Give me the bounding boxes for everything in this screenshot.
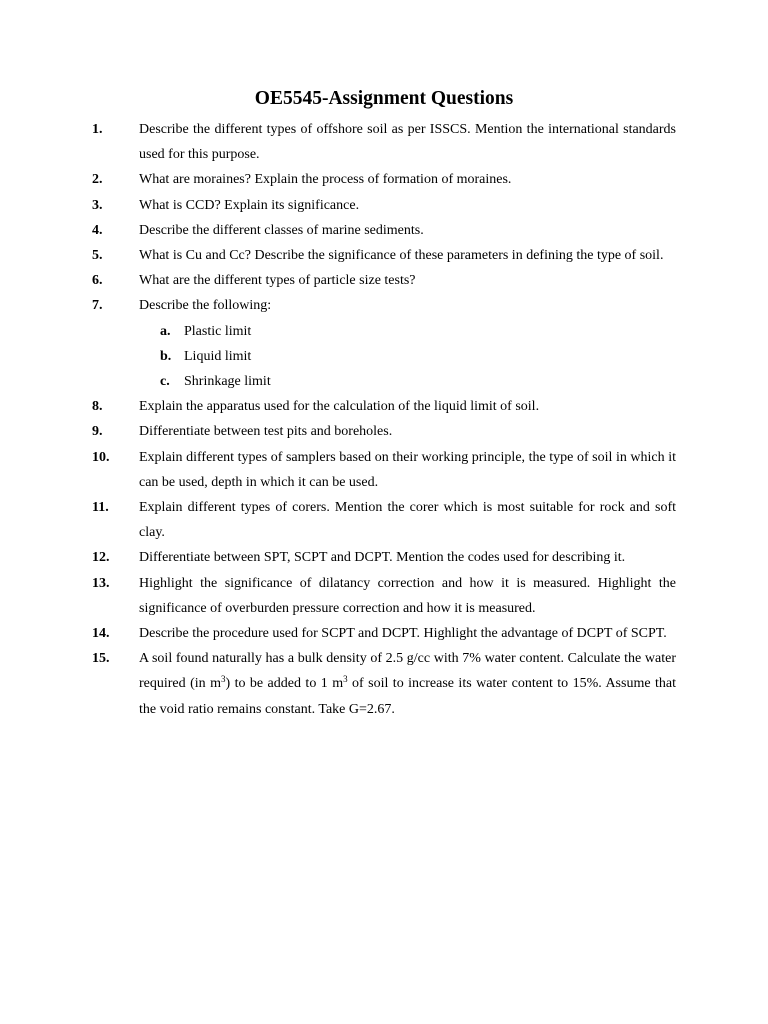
question-text: Explain the apparatus used for the calculation of the liquid limit of soil. xyxy=(139,399,540,415)
question-number: 7. xyxy=(92,298,103,314)
subitem-letter: c. xyxy=(160,374,170,390)
question-text: Differentiate between test pits and boreholes. xyxy=(139,424,393,440)
question-text: What are moraines? Explain the process of formation of moraines. xyxy=(139,172,512,188)
question-number: 3. xyxy=(92,197,103,213)
subitem-letter: b. xyxy=(160,348,172,364)
subitem-text: Shrinkage limit xyxy=(184,374,271,390)
subitem-a xyxy=(92,319,676,344)
question-7 xyxy=(92,293,676,318)
question-number: 15. xyxy=(92,651,110,667)
question-number: 5. xyxy=(92,248,103,264)
superscript: 3 xyxy=(220,674,226,685)
subitem-letter: a. xyxy=(160,323,171,339)
question-number: 10. xyxy=(92,449,110,465)
question-number: 12. xyxy=(92,550,110,566)
question-2 xyxy=(92,167,676,192)
question-12 xyxy=(92,545,676,570)
question-6 xyxy=(92,268,676,293)
question-list xyxy=(92,117,676,722)
question-1 xyxy=(92,117,676,167)
question-15 xyxy=(92,646,676,722)
subitem-text: Liquid limit xyxy=(184,348,252,364)
question-number: 13. xyxy=(92,575,110,591)
question-text: Describe the procedure used for SCPT and DCPT. Highlight the advantage of DCPT of SCPT. xyxy=(139,626,667,642)
question-text: Differentiate between SPT, SCPT and DCPT. Mention the codes used for describing it. xyxy=(139,550,626,566)
question-number: 14. xyxy=(92,626,110,642)
question-number: 4. xyxy=(92,222,103,238)
question-number: 8. xyxy=(92,399,103,415)
question-number: 1. xyxy=(92,122,103,137)
document-title: OE5545-Assignment Questions xyxy=(254,88,514,109)
question-4 xyxy=(92,218,676,243)
subitem-text: Plastic limit xyxy=(184,323,252,339)
question-text: What are the different types of particle size tests? xyxy=(139,273,416,289)
question-text xyxy=(139,646,676,722)
question-text: Describe the different classes of marine sediments. xyxy=(139,222,424,238)
superscript: 3 xyxy=(343,674,348,685)
question-text: Explain different types of samplers based on their working principle, the type of soil in which it can be used, depth in which it can be used. xyxy=(139,449,676,490)
question-text: What is CCD? Explain its significance. xyxy=(139,197,360,213)
subitem-c xyxy=(92,369,676,394)
question-number: 6. xyxy=(92,273,103,289)
question-text-part: ) to be added to 1 m xyxy=(225,676,344,692)
question-text: Describe the different types of offshore soil as per ISSCS. Mention the international standards used for this purpose. xyxy=(139,122,676,163)
question-text: Highlight the significance of dilatancy correction and how it is measured. Highlight the significance of overburden pressure correction and how it is measured. xyxy=(139,575,676,616)
question-9 xyxy=(92,419,676,444)
question-number: 9. xyxy=(92,424,103,440)
question-text: What is Cu and Cc? Describe the significance of these parameters in defining the type of soil. xyxy=(139,248,664,264)
question-14 xyxy=(92,621,676,646)
subitem-b xyxy=(92,344,676,369)
question-text-part: of soil to increase its water content to 15%. Assume that the void ratio remains constant. Take G=2.67. xyxy=(139,676,676,717)
question-10 xyxy=(92,445,676,495)
question-13 xyxy=(92,571,676,621)
question-text-part: A soil found naturally has a bulk density of 2.5 g/cc with 7% water content. Calculate the water required (in m xyxy=(139,651,676,692)
question-5 xyxy=(92,243,676,268)
question-8 xyxy=(92,394,676,419)
question-11 xyxy=(92,495,676,545)
question-number: 2. xyxy=(92,172,103,188)
question-text: Describe the following: xyxy=(139,298,272,314)
question-text: Explain different types of corers. Mention the corer which is most suitable for rock and soft clay. xyxy=(139,500,676,541)
question-3 xyxy=(92,193,676,218)
question-number: 11. xyxy=(92,500,109,516)
